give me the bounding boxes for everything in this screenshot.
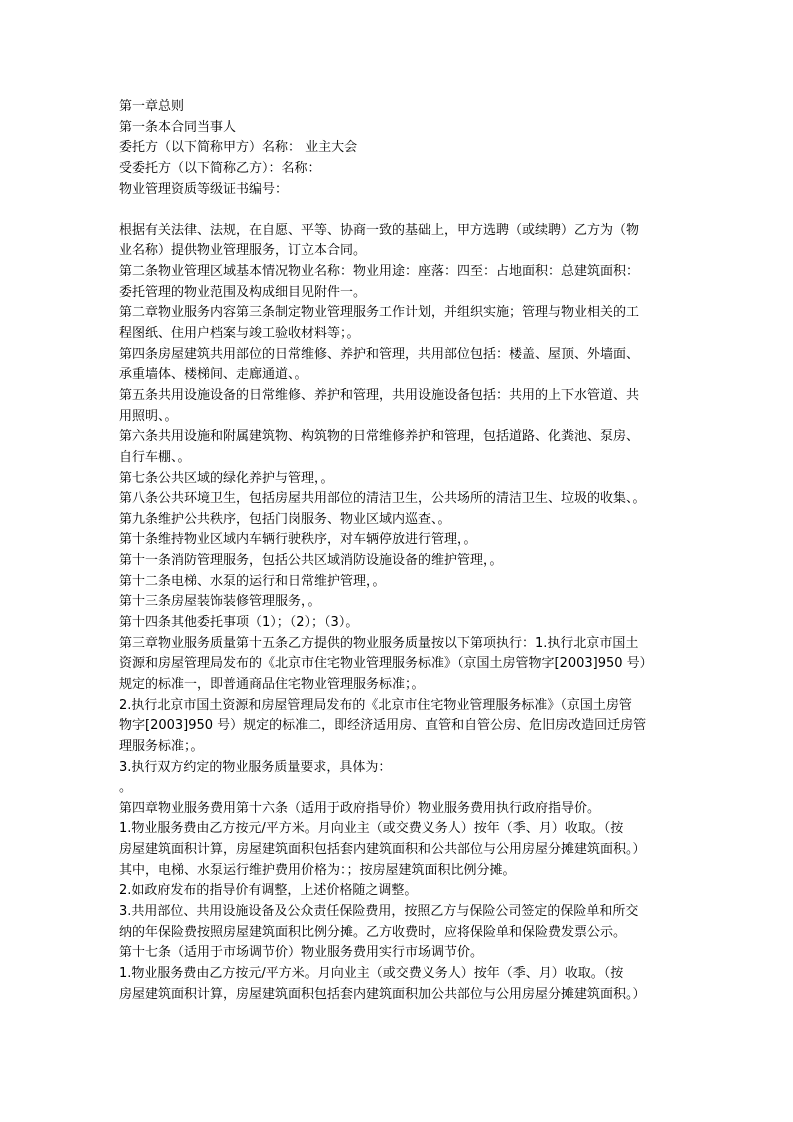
text-line: 第四条房屋建筑共用部位的日常维修、养护和管理，共用部位包括：楼盖、屋顶、外墙面、 [119, 346, 640, 362]
text-line: 2.如政府发布的指导价有调整，上述价格随之调整。 [119, 883, 418, 899]
text-line: 第十四条其他委托事项（1）；（2）；（3）。 [119, 615, 359, 631]
text-line: 房屋建筑面积计算，房屋建筑面积包括套内建筑面积加公共部位与公用房屋分摊建筑面积。） [119, 986, 646, 1002]
text-line: 委托方（以下简称甲方）名称： 业主大会 [119, 140, 358, 156]
text-line: 房屋建筑面积计算，房屋建筑面积包括套内建筑面积和公共部位与公用房屋分摊建筑面积。） [119, 842, 646, 858]
text-line: 受委托方（以下简称乙方）：名称： [119, 160, 321, 176]
text-line: 第二条物业管理区域基本情况物业名称：物业用途：座落：四至：占地面积：总建筑面积： [119, 264, 640, 280]
text-line: 用照明、。 [119, 408, 178, 424]
text-line: 物字[2003]950 号）规定的标准二，即经济适用房、直管和自管公房、危旧房改造回迁房管 [119, 718, 647, 734]
text-line: 第九条维护公共秩序，包括门岗服务、物业区域内巡查、。 [119, 511, 451, 527]
text-line: 第一条本合同当事人 [119, 119, 237, 135]
text-line: 纳的年保险费按照房屋建筑面积比例分摊。乙方收费时，应将保险单和保险费发票公示。 [119, 924, 627, 940]
text-line: 理服务标准；。 [119, 738, 204, 754]
text-line: 第十条维持物业区域内车辆行驶秩序，对车辆停放进行管理，。 [119, 532, 477, 548]
text-line: 1.物业服务费由乙方按元/平方米。月向业主（或交费义务人）按年（季、月）收取。（按 [119, 821, 624, 837]
text-line: 第七条公共区域的绿化养护与管理，。 [119, 470, 334, 486]
text-line: 自行车棚、。 [119, 449, 191, 465]
text-line: 第十一条消防管理服务，包括公共区域消防设施设备的维护管理，。 [119, 553, 503, 569]
document-body [119, 97, 681, 1005]
text-line: 1.物业服务费由乙方按元/平方米。月向业主（或交费义务人）按年（季、月）收取。（按 [119, 965, 624, 981]
text-line: 2.执行北京市国土资源和房屋管理局发布的《北京市住宅物业管理服务标准》（京国土房管 [119, 697, 632, 713]
text-line: 第六条共用设施和附属建筑物、构筑物的日常维修养护和管理，包括道路、化粪池、泵房、 [119, 429, 640, 445]
text-line: 程图纸、住用户档案与竣工验收材料等；。 [119, 326, 360, 342]
text-line: 第十二条电梯、水泵的运行和日常维护管理，。 [119, 573, 386, 589]
text-line: 。 [119, 780, 133, 796]
text-line: 第十七条（适用于市场调节价）物业服务费用实行市场调节价。 [119, 945, 484, 961]
text-line: 第四章物业服务费用第十六条（适用于政府指导价）物业服务费用执行政府指导价。 [119, 800, 601, 816]
text-line: 第八条公共环境卫生，包括房屋共用部位的清洁卫生，公共场所的清洁卫生、垃圾的收集、。 [119, 491, 646, 507]
text-line: 根据有关法律、法规，在自愿、平等、协商一致的基础上，甲方选聘（或续聘）乙方为（物 [119, 222, 640, 238]
text-line: 资源和房屋管理局发布的《北京市住宅物业管理服务标准》（京国土房管物字[2003]950 号） [119, 656, 653, 672]
text-line: 物业管理资质等级证书编号： [119, 181, 289, 197]
text-line: 第一章总则 [119, 99, 185, 114]
text-line: 3.共用部位、共用设施设备及公众责任保险费用，按照乙方与保险公司签定的保险单和所交 [119, 903, 639, 919]
blank-line [119, 200, 681, 221]
text-line: 第五条共用设施设备的日常维修、养护和管理，共用设施设备包括：共用的上下水管道、共 [119, 387, 640, 403]
text-line: 其中，电梯、水泵运行维护费用价格为：；按房屋建筑面积比例分摊。 [119, 862, 516, 878]
text-line: 业名称）提供物业管理服务，订立本合同。 [119, 243, 367, 259]
text-line: 3.执行双方约定的物业服务质量要求，具体为： [119, 759, 392, 775]
text-line: 承重墙体、楼梯间、走廊通道、。 [119, 367, 308, 383]
text-line: 第三章物业服务质量第十五条乙方提供的物业服务质量按以下第项执行：1.执行北京市国土 [119, 635, 639, 651]
text-line: 第二章物业服务内容第三条制定物业管理服务工作计划，并组织实施；管理与物业相关的工 [119, 305, 640, 321]
text-line: 规定的标准一，即普通商品住宅物业管理服务标准；。 [119, 676, 425, 692]
text-line: 委托管理的物业范围及构成细目见附件一。 [119, 284, 367, 300]
text-line: 第十三条房屋装饰装修管理服务，。 [119, 594, 321, 610]
